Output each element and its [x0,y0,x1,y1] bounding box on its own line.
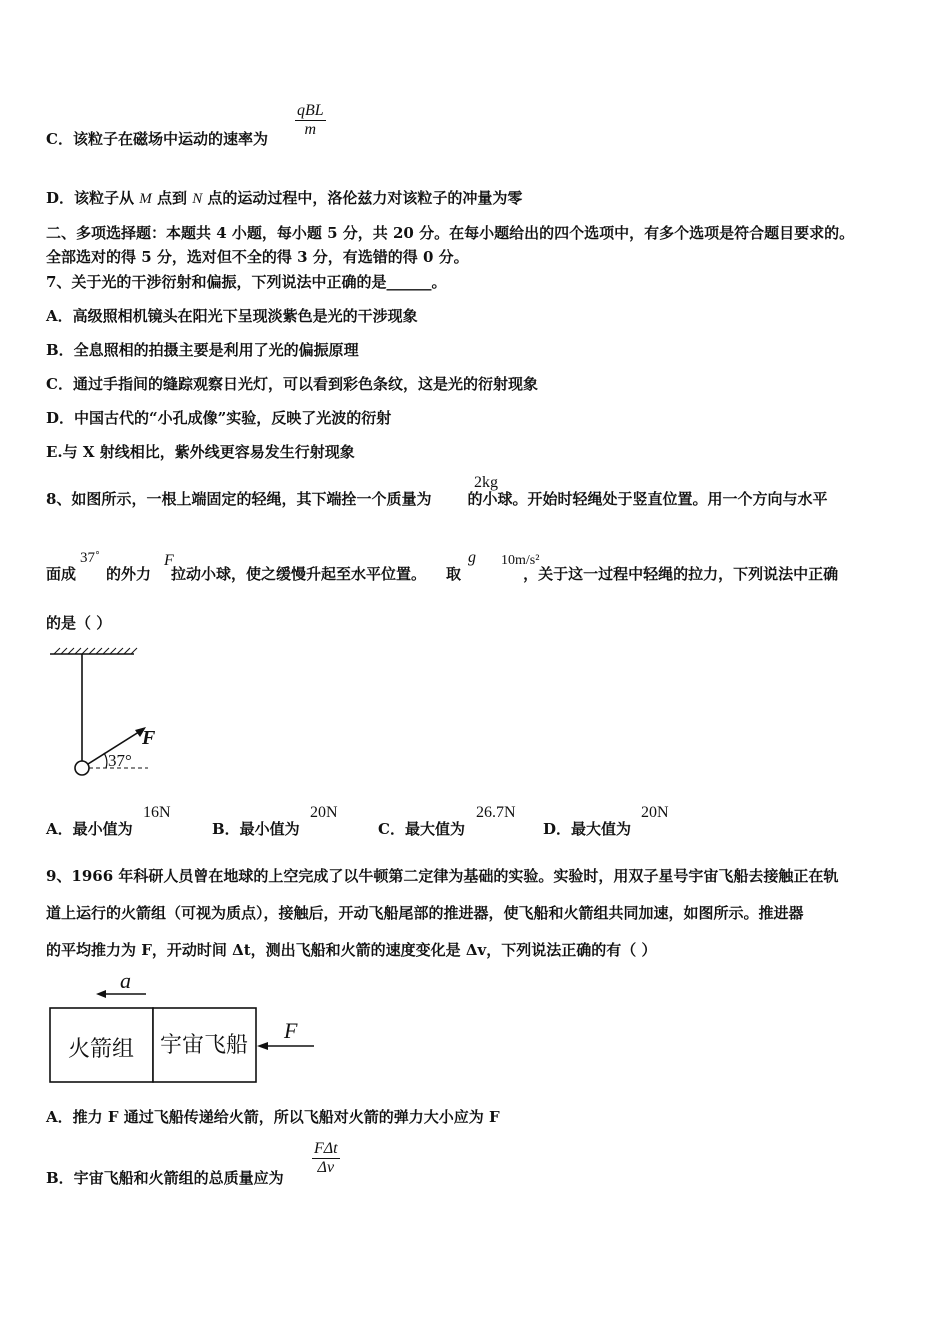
fraction-numerator: FΔt [314,1140,338,1157]
q8-option-c-label: C．最大值为 [378,820,465,838]
acceleration-label: a [120,968,131,993]
q8-option-a [46,818,133,839]
q7-option-e: E.与 X 射线相比，紫外线更容易发生行射现象 [46,443,355,461]
q6-option-c-text: C．该粒子在磁场中运动的速率为 [46,130,268,148]
figure-angle-label: 37° [108,751,132,770]
q8-option-d-label: D．最大值为 [543,820,632,838]
q8-option-a-value: 16N [143,804,171,821]
q8-g-value: 10m/s² [501,553,540,568]
q8-stem2-c: 拉动小球，使之缓慢升起至水平位置。 [171,565,427,583]
q8-stem1-pre: 8、如图所示，一根上端固定的轻绳，其下端拴一个质量为 [46,490,432,508]
q6-option-c-fraction [295,102,326,139]
fraction-numerator: qBL [297,102,324,119]
q8-pendulum-figure [46,646,176,782]
q9-option-a: A．推力 F 通过飞船传递给火箭，所以飞船对火箭的弹力大小应为 F [46,1108,500,1126]
q8-stem2-e: ，关于这一过程中轻绳的拉力，下列说法中正确 [523,565,839,583]
q7-option-b: B．全息照相的拍摄主要是利用了光的偏振原理 [46,341,359,359]
point-m: M [139,191,152,207]
q6-option-d-post: 点的运动过程中，洛伦兹力对该粒子的冲量为零 [202,189,523,207]
q8-option-d [543,818,631,839]
q6-option-c [46,128,268,149]
q9-option-b-text: B．宇宙飞船和火箭组的总质量应为 [46,1169,284,1187]
q8-mass-value: 2kg [474,474,498,491]
q8-force-symbol: F [164,552,174,569]
angle-arc [104,753,107,768]
q7-stem: 7、关于光的干涉衍射和偏振，下列说法中正确的是______。 [46,273,447,291]
q9-stem-line3: 的平均推力为 F，开动时间 Δt，测出飞船和火箭的速度变化是 Δv，下列说法正确的有（ ） [46,941,657,959]
rocket-label: 火箭组 [67,1037,135,1062]
fraction-denominator: m [304,121,317,138]
q7-option-c: C．通过手指间的缝踪观察日光灯，可以看到彩色条纹，这是光的衍射现象 [46,375,538,393]
q8-option-c [378,818,465,839]
q8-option-b [212,818,300,839]
section2-line1: 二、多项选择题：本题共 4 小题，每小题 5 分，共 20 分。在每小题给出的四个选项中，有多个选项是符合题目要求的。 [46,224,855,242]
q8-stem-line1 [46,488,827,509]
q6-option-d-mid: 点到 [151,189,193,207]
q8-angle-value: 37˚ [80,550,100,566]
figure-force-label: F [142,727,156,749]
q9-option-b-fraction [312,1140,340,1177]
q8-option-d-value: 20N [641,804,669,821]
q7-option-a: A．高级照相机镜头在阳光下呈现淡紫色是光的干涉现象 [46,307,418,325]
q8-option-a-label: A．最小值为 [46,820,133,838]
q8-stem-line3: 的是（ ） [46,614,112,632]
q8-stem2-d: 取 [446,565,462,583]
q8-g-symbol: g [468,549,476,566]
fraction-denominator: Δv [317,1159,335,1176]
q9-stem-line2: 道上运行的火箭组（可视为质点），接触后，开动飞船尾部的推进器，使飞船和火箭组共同加速，如图所示。推进器 [46,904,804,922]
q8-option-c-value: 26.7N [476,804,516,821]
q9-stem-line1: 9、1966 年科研人员曾在地球的上空完成了以牛顿第二定律为基础的实验。实验时，用双子星号宇宙飞船去接触正在轨 [46,867,839,885]
q6-option-d [46,187,522,208]
q8-option-b-label: B．最小值为 [212,820,300,838]
q8-stem1-post: 的小球。开始时轻绳处于竖直位置。用一个方向与水平 [467,490,828,508]
thrust-label: F [284,1018,298,1043]
q9-rocket-figure [46,968,321,1086]
spacecraft-label: 宇宙飞船 [159,1033,249,1058]
point-n: N [192,191,203,207]
thrust-arrow [257,1042,314,1050]
q7-option-d: D．中国古代的“小孔成像”实验，反映了光波的衍射 [46,409,392,427]
q9-option-b [46,1167,284,1188]
q6-option-d-pre: D．该粒子从 [46,189,140,207]
q8-stem2-a: 面成 [46,565,77,583]
q8-stem2-b: 的外力 [106,565,152,583]
ceiling [50,648,137,654]
section2-line2: 全部选对的得 5 分，选对但不全的得 3 分，有选错的得 0 分。 [46,248,469,266]
q8-option-b-value: 20N [310,804,338,821]
ball [75,761,89,775]
